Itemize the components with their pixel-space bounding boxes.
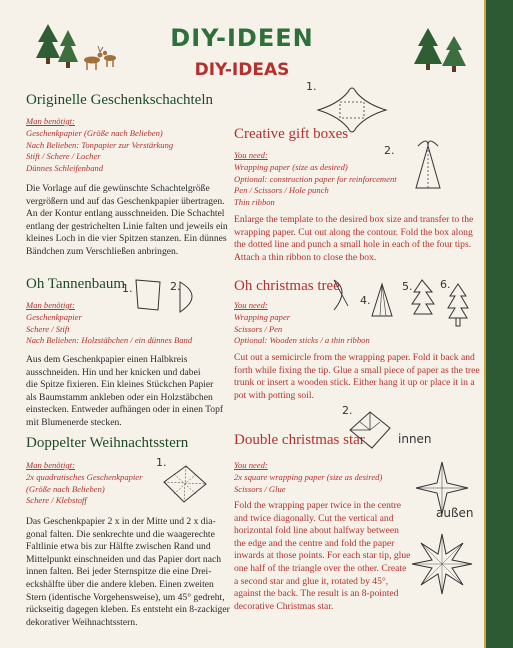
needs-item: 2x quadratisches Geschenkpapier xyxy=(26,471,143,482)
cone-fold-drawing xyxy=(328,276,358,316)
star-needs-de xyxy=(26,460,142,507)
body-line: Die Vorlage auf die gewünschte Schachtelgröße xyxy=(26,183,210,194)
body-line: trunk or insert a wooden stick. Either hang it up or place it in a xyxy=(234,377,475,389)
body-line: dekorativer Weihnachtsstern. xyxy=(26,616,138,628)
gift-needs-en xyxy=(234,150,397,209)
gift-body-de xyxy=(26,183,228,259)
needs-item: Nach Belieben: Tonpapier zur Verstärkung xyxy=(26,139,174,150)
body-line: wrapping paper. Cut out along the contour. Fold the box along xyxy=(234,226,473,238)
gift-body-en xyxy=(234,214,473,264)
gift-heading-en: Creative gift boxes xyxy=(234,126,349,142)
needs-item: Optional: Wooden sticks / a thin ribbon xyxy=(234,335,370,346)
needs-item: Scissors / Glue xyxy=(234,483,286,494)
body-line: against the back. The result is an 8-pointed xyxy=(234,588,399,600)
step-number: 4. xyxy=(360,294,371,307)
body-line: An der Kontur entlang ausschneiden. Die Schachtel xyxy=(26,208,225,220)
gift-heading-de: Originelle Geschenkschachteln xyxy=(26,92,214,108)
body-line: decorative Christmas star. xyxy=(234,600,334,612)
body-line: entlang der gestrichelten Linie falten und jeweils ein xyxy=(26,220,228,232)
needs-item: Schere / Stift xyxy=(26,323,70,334)
body-line: Fold the wrapping paper twice in the centre xyxy=(234,500,402,511)
body-line: Mittelpunkt einschneiden und das Papier dort nach xyxy=(26,553,222,565)
needs-item: Thin ribbon xyxy=(234,197,275,208)
body-line: als Baumstamm ankleben oder ein Holzstäbchen xyxy=(26,391,213,403)
step-number: 1. xyxy=(122,282,133,295)
pleated-tree-drawing xyxy=(410,278,436,318)
needs-item: Schere / Klebstoff xyxy=(26,495,87,506)
star-needs-en xyxy=(234,460,382,495)
body-line: innen falten. Bei jeder Sternspitze die eine Drei- xyxy=(26,566,212,578)
needs-item: Geschenkpapier (Größe nach Belieben) xyxy=(26,127,163,138)
needs-item: Pen / Scissors / Hole punch xyxy=(234,185,329,196)
star-heading-de: Doppelter Weihnachtsstern xyxy=(26,435,189,451)
body-line: die Spitze fixieren. Ein kleines Stückchen Papier xyxy=(26,379,214,391)
body-line: Attach a thin ribbon to close the box. xyxy=(234,251,377,263)
body-line: kleines Loch in die vier Spitzen stanzen. Ein dünnes xyxy=(26,233,227,245)
cut-fold-drawing xyxy=(346,408,396,452)
body-line: Enlarge the template to the desired box size and transfer to the xyxy=(234,214,474,225)
needs-item: Nach Belieben: Holzstäbchen / ein dünnes Band xyxy=(26,335,193,346)
needs-item: Stift / Schere / Locher xyxy=(26,151,101,162)
body-line: the dotted line and punch a small hole in each of the four tips. xyxy=(234,239,472,251)
body-line: Das Geschenkpapier 2 x in der Mitte und 2 x dia- xyxy=(26,516,216,527)
gift-needs-de xyxy=(26,116,173,175)
gold-stripe xyxy=(484,0,486,648)
star-body-en xyxy=(234,500,410,613)
needs-head: Man benötigt: xyxy=(26,116,75,126)
step-number: 5. xyxy=(402,280,413,293)
body-line: rückseitig dagegen kleben. Es entsteht ein 8-zackiger xyxy=(26,604,230,616)
body-line: forth while fixing the tip. Glue a small piece of paper as the tree xyxy=(234,364,480,376)
body-line: gonal falten. Die senkrechte und die waagerechte xyxy=(26,528,215,540)
needs-head: Man benötigt: xyxy=(26,460,75,470)
body-line: mit Blumenerde stecken. xyxy=(26,416,122,428)
body-line: Stern (identische Vorgehensweise), um 45° gedreht, xyxy=(26,591,225,603)
finished-tree-drawing xyxy=(446,282,470,328)
body-line: Faltlinie etwa bis zur Hälfte zwischen Rand und xyxy=(26,541,211,553)
step-number: 6. xyxy=(440,278,451,291)
body-line: ausschneiden. Hin und her knicken und dabei xyxy=(26,366,201,378)
needs-head: Man benötigt: xyxy=(26,300,75,310)
body-line: vergrößern und auf das Geschenkpapier übertragen. xyxy=(26,195,225,207)
folded-cone-drawing xyxy=(368,282,398,322)
inner-label: innen xyxy=(398,432,432,446)
body-line: pot with potting soil. xyxy=(234,389,314,401)
tree-body-de xyxy=(26,354,223,430)
body-line: horizontal fold line about halfway between xyxy=(234,525,399,537)
gift-box-drawing xyxy=(408,132,448,194)
folded-square-drawing xyxy=(160,462,210,506)
needs-head: You need: xyxy=(234,300,268,310)
needs-item: Optional: construction paper for reinforcement xyxy=(234,173,397,184)
step-number: 2. xyxy=(342,404,353,417)
body-line: Bändchen zum Verschließen anbringen. xyxy=(26,245,179,257)
eight-point-star-drawing xyxy=(410,532,474,596)
body-line: one half of the triangle over the other. Create xyxy=(234,562,407,574)
outer-label: außen xyxy=(436,506,474,520)
page-title-de: DIY-IDEEN xyxy=(170,24,314,52)
tree-body-en xyxy=(234,352,480,402)
needs-head: You need: xyxy=(234,460,268,470)
body-line: einstecken. Entweder aufhängen oder in einen Topf xyxy=(26,404,224,416)
body-line: inwards at those points. For each star tip, glue xyxy=(234,550,411,562)
needs-head: You need: xyxy=(234,150,268,160)
body-line: the edge and the centre and fold the paper xyxy=(234,537,395,549)
step-number: 1. xyxy=(156,456,167,469)
body-line: Aus dem Geschenkpapier einen Halbkreis xyxy=(26,354,188,365)
tree-needs-de xyxy=(26,300,192,347)
needs-item: Geschenkpapier xyxy=(26,311,82,322)
tree-heading-de: Oh Tannenbaum xyxy=(26,276,126,292)
star-body-de xyxy=(26,516,230,629)
green-sidebar xyxy=(484,0,513,648)
page-title-en: DIY-IDEAS xyxy=(194,60,290,80)
needs-item: 2x square wrapping paper (size as desired) xyxy=(234,471,383,482)
needs-item: Dünnes Schleifenband xyxy=(26,163,104,174)
step-number: 1. xyxy=(306,80,317,93)
tree-heading-en: Oh christmas tree xyxy=(234,278,340,294)
square-paper-drawing xyxy=(132,276,164,314)
body-line: Cut out a semicircle from the wrapping paper. Fold it back and xyxy=(234,352,475,363)
needs-item: Wrapping paper (size as desired) xyxy=(234,161,348,172)
star-heading-en: Double christmas star xyxy=(234,432,365,448)
body-line: eckshälfte über die andere kleben. Einen zweiten xyxy=(26,578,214,590)
needs-item: Scissors / Pen xyxy=(234,323,283,334)
step-number: 2. xyxy=(384,144,395,157)
needs-item: Wrapping paper xyxy=(234,311,291,322)
body-line: a second star and glue it, rotated by 45°, xyxy=(234,575,389,587)
semicircle-paper-drawing xyxy=(176,278,206,316)
needs-item: (Größe nach Belieben) xyxy=(26,483,105,494)
body-line: and twice diagonally. Cut the vertical and xyxy=(234,512,394,524)
step-number: 2. xyxy=(170,280,181,293)
